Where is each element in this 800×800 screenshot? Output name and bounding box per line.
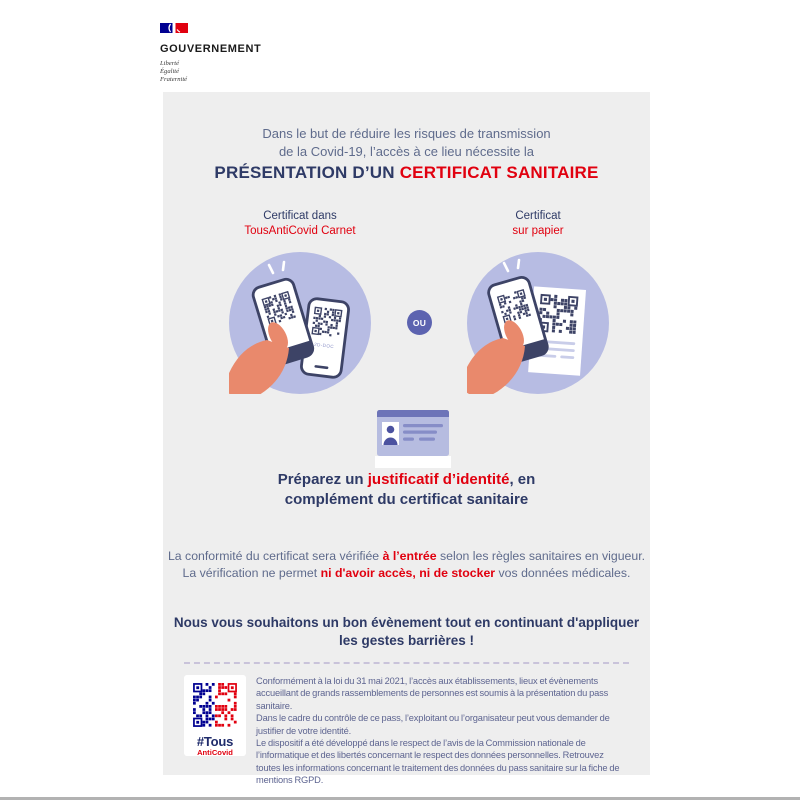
motto-line: Liberté [160, 60, 180, 67]
text-segment: La conformité du certificat sera vérifiée [167, 549, 383, 563]
motto-line: Fraternité [160, 76, 188, 84]
verification-note [163, 548, 650, 581]
paper-option-label [428, 209, 648, 239]
footer-section [184, 662, 629, 787]
title-red-part: CERTIFICAT SANITAIRE [399, 163, 599, 182]
legal-paragraph: Conformément à la loi du 31 mai 2021, l’accès aux établissements, lieux et évènements accueillant de grands rassemblements de personnes est soumis à la présentation du pass sanitaire. [256, 676, 609, 711]
person-silhouette-icon [387, 426, 395, 434]
intro-line: de la Covid-19, l’accès à ce lieu nécessite la [278, 143, 535, 159]
intro-text [163, 125, 650, 160]
or-badge: OU [407, 310, 432, 335]
qr-code-icon [191, 681, 239, 729]
text-segment: La vérification ne permet [182, 565, 321, 580]
closing-line: les gestes barrières ! [338, 633, 475, 648]
closing-message [163, 614, 650, 650]
text-segment: Préparez un [277, 471, 368, 488]
poster-panel [163, 92, 650, 786]
option-label-line: Certificat dans [263, 210, 337, 222]
legal-text [256, 675, 629, 787]
logo-wordmark: GOUVERNEMENT [160, 43, 262, 55]
id-card-icon [375, 410, 451, 468]
instruction-line [163, 470, 650, 490]
logo-motto [160, 60, 261, 85]
highlight-text: à l’entrée [382, 549, 437, 563]
text-segment: selon les règles sanitaires en vigueur. [436, 549, 646, 563]
french-flag-icon [160, 23, 188, 33]
gouvernement-logo [160, 20, 261, 85]
title-blue-part: PRÉSENTATION D’UN [214, 163, 395, 182]
doc-label: 2D-DOC [313, 341, 335, 350]
identity-instruction [163, 470, 650, 509]
closing-line: Nous vous souhaitons un bon évènement tout en continuant d'appliquer [173, 615, 640, 630]
verification-line [163, 548, 650, 565]
motto-line: Égalité [160, 68, 180, 76]
legal-paragraph: Dans le cadre du contrôle de ce pass, l’exploitant ou l’organisateur peut vous demander de justifier de votre identité. [256, 713, 610, 736]
poster-title [163, 163, 650, 183]
option-label-line: sur papier [512, 225, 564, 237]
app-option-label [190, 209, 410, 239]
paper-certificate-illustration [467, 252, 609, 394]
highlight-text: justificatif d’identité [367, 471, 510, 488]
app-name: AntiCovid [197, 748, 233, 757]
app-hashtag: #Tous [196, 734, 234, 749]
app-certificate-illustration [229, 252, 371, 394]
intro-line: Dans le but de réduire les risques de transmission [262, 126, 551, 141]
tousanticovid-qr-card [184, 675, 246, 756]
verification-line [163, 565, 650, 582]
highlight-text: ni d'avoir accès, ni de stocker [320, 565, 496, 580]
text-segment: vos données médicales. [495, 565, 631, 580]
legal-paragraph: Le dispositif a été développé dans le respect de l’avis de la Commission nationale de l’informatique et des libertés concernant le respect des données personnelles. Retrouvez toutes les informations concernant le traitement des données du pass sanitaire sur la fiche de mentions RGPD. [256, 738, 620, 786]
text-segment: , en [509, 471, 536, 488]
option-label-line: Certificat [515, 210, 561, 222]
option-label-line: TousAntiCovid Carnet [244, 225, 356, 237]
instruction-line: complément du certificat sanitaire [284, 490, 529, 508]
